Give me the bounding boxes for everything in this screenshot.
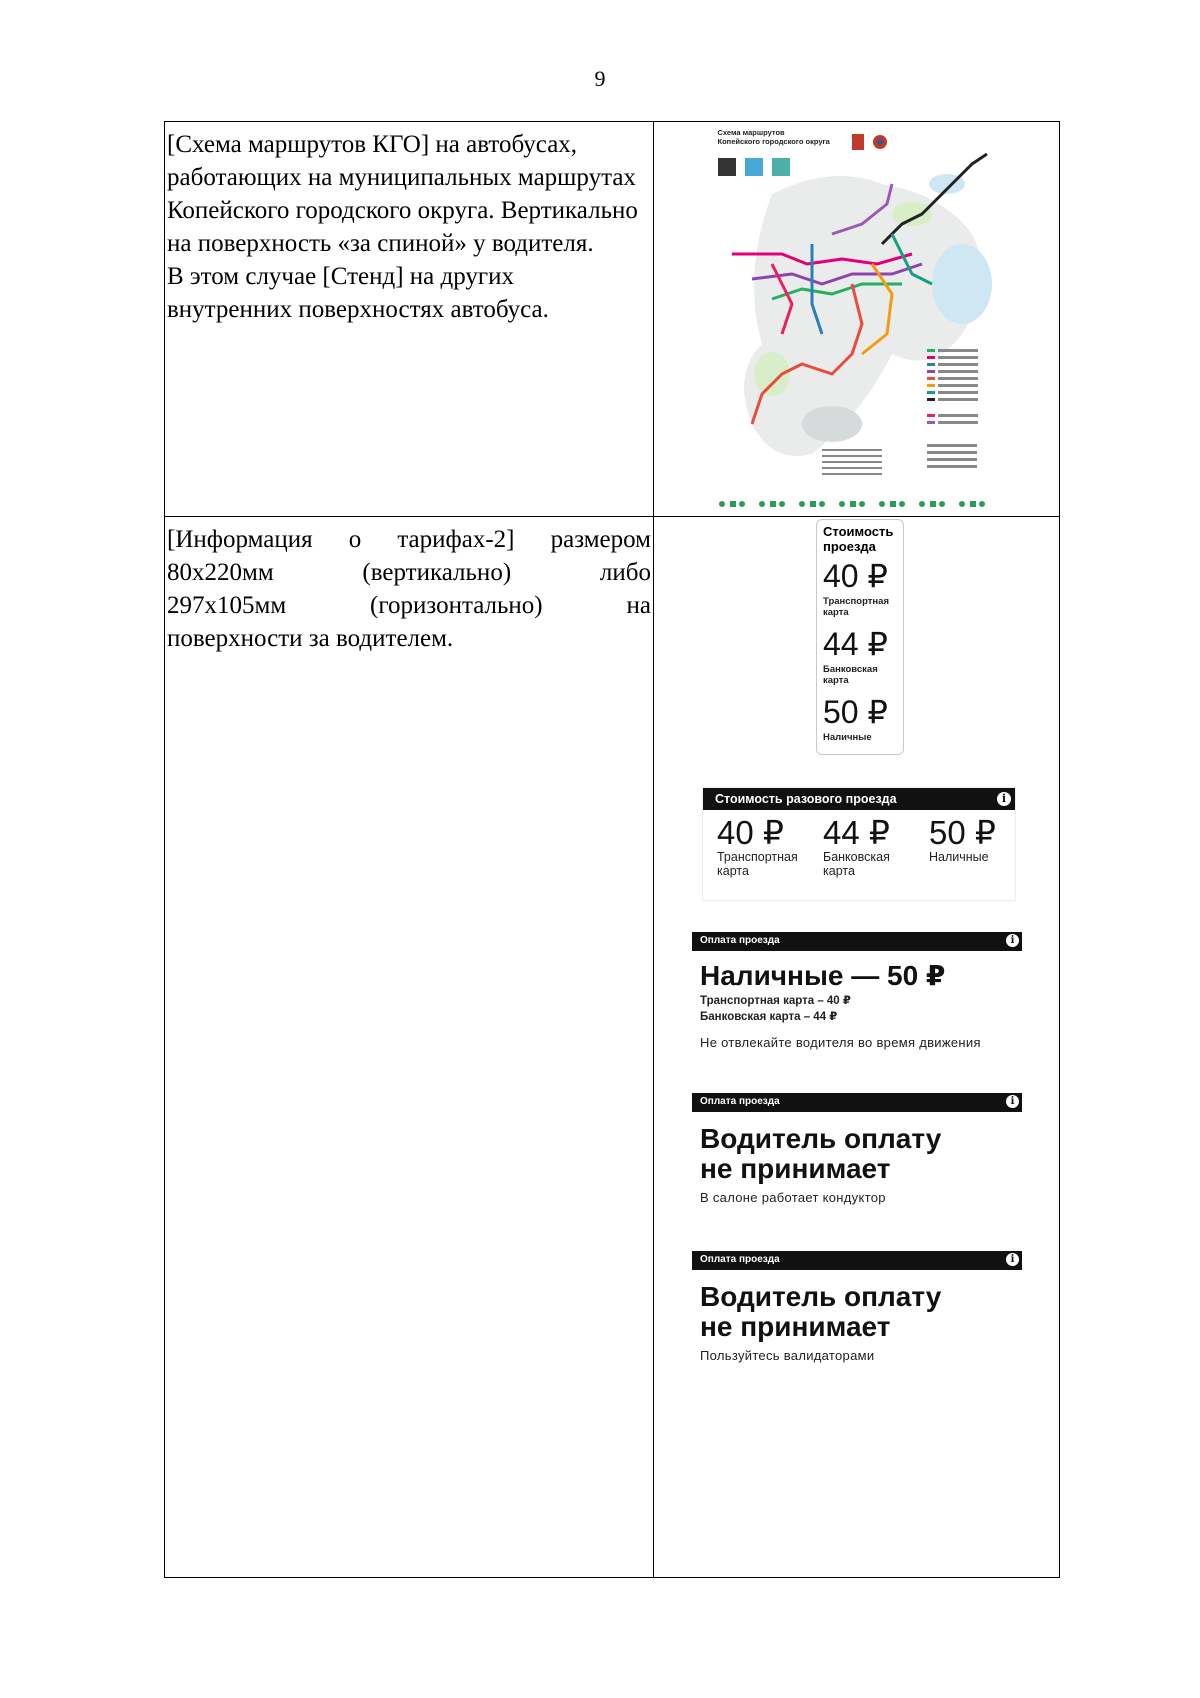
payment-sign-conductor: [692, 1093, 1022, 1206]
label-cash: Наличные: [823, 732, 872, 743]
table-row: [165, 122, 1060, 517]
payment-sign-validators: [692, 1251, 1022, 1364]
tariff-label: Транспортная: [717, 850, 798, 864]
info-icon: i: [1006, 934, 1019, 947]
tariff-price: 50 ₽: [929, 814, 996, 851]
tariff-label: Банковская: [823, 850, 890, 864]
payment-sign-headline: Наличные — 50 ₽: [700, 960, 946, 991]
horizontal-tariff-sign: [702, 787, 1016, 901]
row2-line-3: 297х105мм (горизонтально) на: [167, 592, 651, 619]
route-map-graphic: [712, 124, 1002, 516]
payment-sign-note: В салоне работает кондуктор: [700, 1190, 886, 1205]
map-title-line1: Схема маршрутов: [717, 128, 785, 137]
payment-sign-cash: [692, 932, 1022, 1051]
tariff-label: карта: [823, 864, 855, 878]
tariff-label: карта: [717, 864, 749, 878]
payment-sign-line: Транспортная карта – 40 ₽: [700, 995, 851, 1007]
info-icon: i: [997, 792, 1011, 806]
row1-image-cell: [654, 122, 1060, 517]
payment-sign-bar: [692, 1093, 1022, 1112]
price-transport-card: 40 ₽: [823, 558, 888, 594]
row1-paragraph: [Схема маршрутов КГО] на автобусах, работающих на муниципальных маршрутах Копейского городского округа. Вертикально на поверхность «за спиной» у водителя.: [167, 131, 638, 257]
payment-sign-headline: Водитель оплату: [700, 1123, 942, 1154]
row2-text-cell: [165, 517, 654, 1578]
info-icon: i: [1006, 1095, 1019, 1108]
vertical-sign-header: Стоимость проезда: [823, 524, 894, 554]
tariff-label: Наличные: [929, 850, 989, 864]
payment-sign-headline: не принимает: [700, 1311, 891, 1342]
payment-sign-header: Оплата проезда: [700, 935, 780, 946]
price-bank-card: 44 ₽: [823, 626, 888, 662]
map-title-line2: Копейского городского округа: [717, 137, 830, 146]
horizontal-sign-header: Стоимость разового проезда: [715, 792, 897, 806]
row2-line-4: поверхности за водителем.: [167, 625, 454, 652]
row1-text: [165, 122, 653, 326]
tariff-price: 44 ₽: [823, 814, 890, 851]
tariff-column: [717, 816, 798, 878]
payment-sign-headline: Водитель оплату: [700, 1281, 942, 1312]
row2-line-2: 80х220мм (вертикально) либо: [167, 559, 651, 586]
payment-sign-bar: [692, 1251, 1022, 1270]
payment-sign-line: Банковская карта – 44 ₽: [700, 1011, 838, 1023]
payment-sign-note: Не отвлекайте водителя во время движения: [700, 1035, 981, 1050]
price-cash: 50 ₽: [823, 694, 888, 730]
horizontal-sign-bar: [703, 788, 1015, 810]
row2-line-1: [Информация о тарифах-2] размером: [167, 526, 651, 553]
payment-sign-headline: не принимает: [700, 1153, 891, 1184]
map-title: [718, 128, 830, 146]
row1-text-cell: [165, 122, 654, 517]
vertical-tariff-sign: [816, 519, 904, 755]
payment-sign-header: Оплата проезда: [700, 1254, 780, 1265]
tariff-price: 40 ₽: [717, 814, 784, 851]
payment-sign-bar: [692, 932, 1022, 951]
row1-paragraph-2: В этом случае [Стенд] на других внутренних поверхностях автобуса.: [167, 263, 549, 323]
label-transport-card: Транспортная карта: [823, 596, 889, 618]
tariff-column: [929, 816, 996, 864]
route-map-image: [712, 124, 1002, 516]
row2-text: [165, 517, 653, 655]
tariff-column: [823, 816, 890, 878]
page-number: 9: [594, 66, 606, 91]
info-icon: i: [1006, 1253, 1019, 1266]
payment-sign-note: Пользуйтесь валидаторами: [700, 1348, 875, 1363]
payment-sign-header: Оплата проезда: [700, 1096, 780, 1107]
label-bank-card: Банковская карта: [823, 664, 878, 686]
